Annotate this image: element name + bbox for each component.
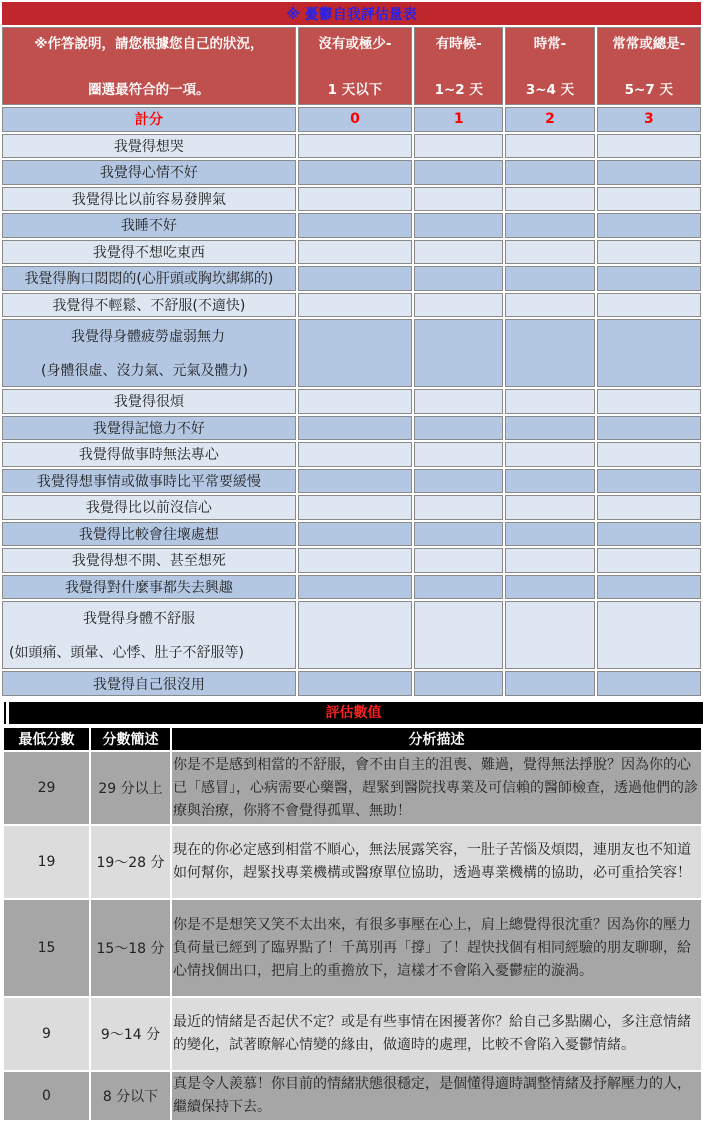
answer-cell-1[interactable] xyxy=(414,416,503,440)
question-row xyxy=(2,601,701,669)
score-value-1: 1 xyxy=(414,107,503,131)
answer-cell-3[interactable] xyxy=(597,187,701,211)
answer-cell-1[interactable] xyxy=(414,213,503,237)
answer-cell-0[interactable] xyxy=(298,187,412,211)
answer-cell-2[interactable] xyxy=(505,416,594,440)
question-row xyxy=(2,213,701,237)
answer-cell-2[interactable] xyxy=(505,134,594,158)
answer-cell-2[interactable] xyxy=(505,575,594,599)
score-value-0: 0 xyxy=(298,107,412,131)
score-row xyxy=(2,107,701,131)
answer-cell-1[interactable] xyxy=(414,266,503,290)
answer-cell-2[interactable] xyxy=(505,495,594,519)
form-title: ※ 憂鬱自我評估量表 xyxy=(286,6,417,23)
score-range: 29 分以上 xyxy=(91,752,170,824)
answer-cell-0[interactable] xyxy=(298,319,412,387)
answer-cell-1[interactable] xyxy=(414,469,503,493)
answer-cell-3[interactable] xyxy=(597,160,701,184)
answer-cell-1[interactable] xyxy=(414,575,503,599)
answer-cell-1[interactable] xyxy=(414,319,503,387)
question-text: 我覺得記憶力不好 xyxy=(2,416,296,440)
question-row xyxy=(2,442,701,466)
answer-cell-3[interactable] xyxy=(597,495,701,519)
answer-cell-0[interactable] xyxy=(298,389,412,413)
answer-cell-1[interactable] xyxy=(414,160,503,184)
analysis-text: 現在的你必定感到相當不順心，無法展露笑容，一肚子苦惱及煩悶，連朋友也不知道如何幫你，趕緊找專業機構或醫療單位協助，透過專業機構的協助，必可重拾笑容！ xyxy=(172,826,701,898)
answer-cell-0[interactable] xyxy=(298,548,412,572)
question-text: 我覺得比以前容易發脾氣 xyxy=(2,187,296,211)
answer-cell-3[interactable] xyxy=(597,266,701,290)
question-text: 我覺得自己很沒用 xyxy=(2,671,296,696)
answer-cell-0[interactable] xyxy=(298,134,412,158)
header-score-range: 分數簡述 xyxy=(91,728,170,750)
answer-cell-2[interactable] xyxy=(505,293,594,317)
analysis-text: 你是不是感到相當的不舒服，會不由自主的沮喪、難過，覺得無法掙脫？因為你的心已「感冒」，心病需要心藥醫，趕緊到醫院找專業及可信賴的醫師檢查，透過他們的診療與治療，你將不會覺得孤單、無助！ xyxy=(172,752,701,824)
evaluation-row xyxy=(4,752,701,824)
min-score: 19 xyxy=(4,826,89,898)
score-range: 15～18 分 xyxy=(91,900,170,996)
question-row xyxy=(2,548,701,572)
question-text: 我覺得比較會往壞處想 xyxy=(2,522,296,546)
answer-cell-0[interactable] xyxy=(298,213,412,237)
question-text: 我覺得想哭 xyxy=(2,134,296,158)
question-text: 我覺得心情不好 xyxy=(2,160,296,184)
answer-cell-3[interactable] xyxy=(597,548,701,572)
question-text: 我覺得很煩 xyxy=(2,389,296,413)
question-row xyxy=(2,522,701,546)
title-bar-edge xyxy=(6,702,9,724)
answer-cell-2[interactable] xyxy=(505,240,594,264)
answer-cell-2[interactable] xyxy=(505,160,594,184)
answer-cell-2[interactable] xyxy=(505,548,594,572)
question-row xyxy=(2,416,701,440)
question-row xyxy=(2,319,701,387)
option-header-1: 有時候- 1~2 天 xyxy=(414,27,503,105)
min-score: 0 xyxy=(4,1072,89,1120)
question-row xyxy=(2,134,701,158)
answer-cell-3[interactable] xyxy=(597,293,701,317)
question-note: (如頭痛、頭暈、心悸、肚子不舒服等) xyxy=(9,645,244,662)
option-header-3: 常常或總是- 5~7 天 xyxy=(597,27,701,105)
analysis-text: 最近的情緒是否起伏不定？或是有些事情在困擾著你？給自己多點關心，多注意情緒的變化，試著瞭解心情變的緣由，做適時的處理，比較不會陷入憂鬱情緒。 xyxy=(172,998,701,1070)
question-text xyxy=(2,319,296,387)
form-title-bar xyxy=(2,2,701,25)
answer-cell-2[interactable] xyxy=(505,213,594,237)
answer-cell-2[interactable] xyxy=(505,389,594,413)
score-value-2: 2 xyxy=(505,107,594,131)
question-row xyxy=(2,187,701,211)
answer-cell-0[interactable] xyxy=(298,601,412,669)
answer-cell-1[interactable] xyxy=(414,187,503,211)
analysis-text: 真是令人羨慕！你目前的情緒狀態很穩定，是個懂得適時調整情緒及抒解壓力的人，繼續保持下去。 xyxy=(172,1072,701,1120)
answer-cell-1[interactable] xyxy=(414,495,503,519)
answer-cell-1[interactable] xyxy=(414,442,503,466)
answer-cell-3[interactable] xyxy=(597,319,701,387)
answer-cell-1[interactable] xyxy=(414,671,503,696)
answer-cell-1[interactable] xyxy=(414,522,503,546)
answer-cell-2[interactable] xyxy=(505,469,594,493)
answer-cell-2[interactable] xyxy=(505,442,594,466)
answer-cell-0[interactable] xyxy=(298,416,412,440)
answer-cell-3[interactable] xyxy=(597,469,701,493)
question-row xyxy=(2,495,701,519)
answer-cell-3[interactable] xyxy=(597,416,701,440)
answer-cell-0[interactable] xyxy=(298,160,412,184)
question-row xyxy=(2,293,701,317)
answer-cell-0[interactable] xyxy=(298,469,412,493)
evaluation-title: 評估數值 xyxy=(325,705,382,721)
score-label: 計分 xyxy=(2,107,296,131)
question-text xyxy=(2,601,296,669)
answer-cell-3[interactable] xyxy=(597,522,701,546)
answer-cell-0[interactable] xyxy=(298,293,412,317)
answer-cell-2[interactable] xyxy=(505,319,594,387)
answer-cell-2[interactable] xyxy=(505,522,594,546)
answer-cell-2[interactable] xyxy=(505,601,594,669)
answer-cell-0[interactable] xyxy=(298,266,412,290)
question-text: 我睡不好 xyxy=(2,213,296,237)
question-row xyxy=(2,469,701,493)
score-value-3: 3 xyxy=(597,107,701,131)
header-analysis: 分析描述 xyxy=(172,728,701,750)
min-score: 15 xyxy=(4,900,89,996)
header-min-score: 最低分數 xyxy=(4,728,89,750)
answer-cell-0[interactable] xyxy=(298,240,412,264)
answer-cell-0[interactable] xyxy=(298,671,412,696)
evaluation-row xyxy=(4,826,701,898)
question-text: 我覺得想不開、甚至想死 xyxy=(2,548,296,572)
question-row xyxy=(2,671,701,696)
answer-cell-0[interactable] xyxy=(298,495,412,519)
instruction-line2: 圈選最符合的一項。 xyxy=(88,81,210,98)
answer-cell-1[interactable] xyxy=(414,548,503,572)
answer-cell-0[interactable] xyxy=(298,442,412,466)
answer-cell-0[interactable] xyxy=(298,575,412,599)
answer-cell-3[interactable] xyxy=(597,671,701,696)
answer-cell-1[interactable] xyxy=(414,134,503,158)
answer-cell-1[interactable] xyxy=(414,389,503,413)
answer-cell-3[interactable] xyxy=(597,389,701,413)
option-header-2: 時常- 3~4 天 xyxy=(505,27,594,105)
answer-cell-3[interactable] xyxy=(597,442,701,466)
question-text: 我覺得對什麼事都失去興趣 xyxy=(2,575,296,599)
answer-cell-2[interactable] xyxy=(505,187,594,211)
answer-cell-3[interactable] xyxy=(597,134,701,158)
question-text: 我覺得不輕鬆、不舒服(不適快) xyxy=(2,293,296,317)
answer-cell-3[interactable] xyxy=(597,575,701,599)
evaluation-row xyxy=(4,1072,701,1120)
instruction-header xyxy=(2,27,296,105)
score-range: 9～14 分 xyxy=(91,998,170,1070)
analysis-text: 你是不是想笑又笑不太出來，有很多事壓在心上，肩上總覺得很沈重？因為你的壓力負荷量已經到了臨界點了！千萬別再「撐」了！趕快找個有相同經驗的朋友聊聊，給心情找個出口，把肩上的重擔放下，這樣才不會陷入憂鬱症的漩渦。 xyxy=(172,900,701,996)
question-text: 我覺得胸口悶悶的(心肝頭或胸坎綁綁的) xyxy=(2,266,296,290)
question-text: 我覺得不想吃東西 xyxy=(2,240,296,264)
answer-cell-3[interactable] xyxy=(597,601,701,669)
evaluation-row xyxy=(4,900,701,996)
answer-cell-2[interactable] xyxy=(505,671,594,696)
answer-cell-2[interactable] xyxy=(505,266,594,290)
min-score: 9 xyxy=(4,998,89,1070)
answer-cell-0[interactable] xyxy=(298,522,412,546)
evaluation-table xyxy=(2,726,703,1122)
evaluation-row xyxy=(4,998,701,1070)
question-text: 我覺得想事情或做事時比平常要緩慢 xyxy=(2,469,296,493)
score-range: 19～28 分 xyxy=(91,826,170,898)
min-score: 29 xyxy=(4,752,89,824)
question-note: (身體很虛、沒力氣、元氣及體力) xyxy=(41,363,248,380)
answer-cell-3[interactable] xyxy=(597,240,701,264)
instruction-line1: ※作答說明，請您根據您自己的狀況， xyxy=(34,35,264,52)
answer-cell-3[interactable] xyxy=(597,213,701,237)
score-range: 8 分以下 xyxy=(91,1072,170,1120)
question-row xyxy=(2,389,701,413)
question-row xyxy=(2,575,701,599)
question-main: 我覺得身體疲勞虛弱無力 xyxy=(71,329,225,346)
answer-cell-1[interactable] xyxy=(414,293,503,317)
question-row xyxy=(2,240,701,264)
answer-cell-1[interactable] xyxy=(414,601,503,669)
question-text: 我覺得做事時無法專心 xyxy=(2,442,296,466)
evaluation-title-bar xyxy=(4,702,703,724)
option-header-0: 沒有或極少- 1 天以下 xyxy=(298,27,412,105)
question-row xyxy=(2,160,701,184)
question-row xyxy=(2,266,701,290)
question-main: 我覺得身體不舒服 xyxy=(83,611,195,628)
answer-cell-1[interactable] xyxy=(414,240,503,264)
question-text: 我覺得比以前沒信心 xyxy=(2,495,296,519)
